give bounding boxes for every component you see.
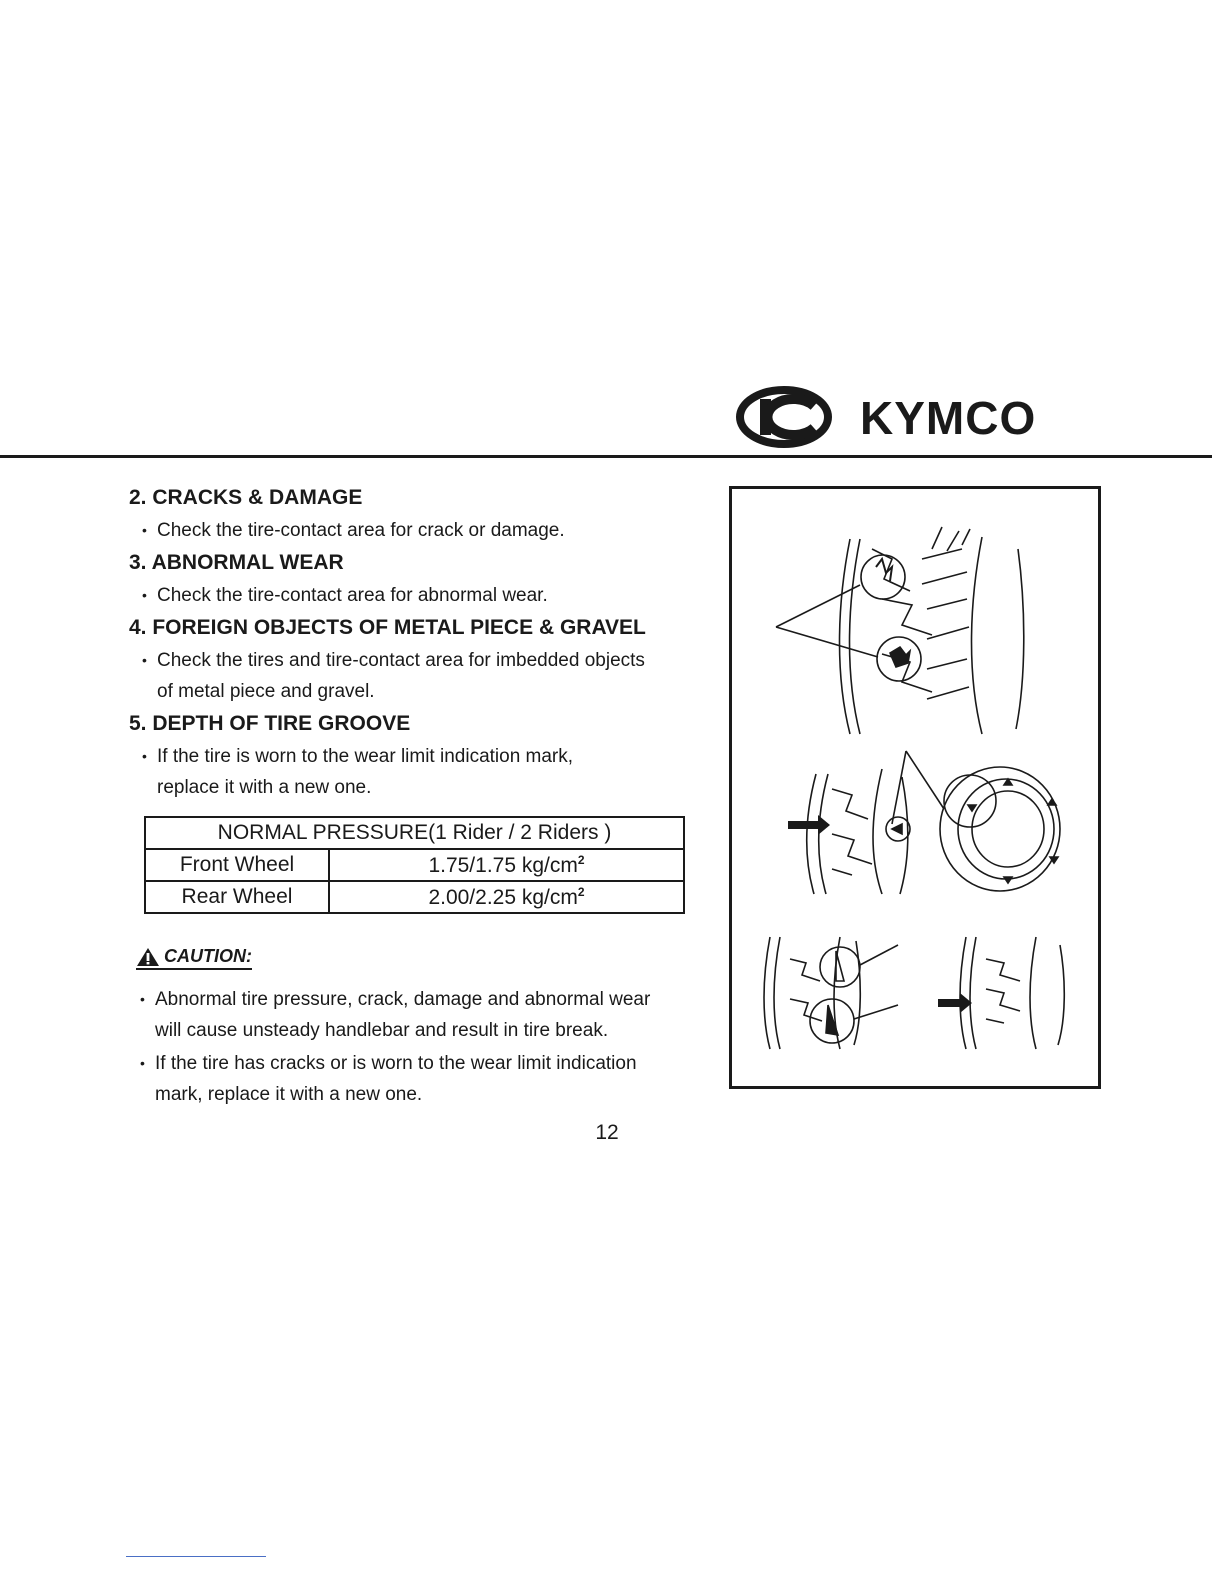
unit-superscript: 2 — [577, 852, 585, 867]
page-number: 12 — [595, 1121, 619, 1144]
table-row — [145, 881, 684, 913]
bullet-line: will cause unsteady handlebar and result in tire break. — [155, 1020, 609, 1041]
row-value: 1.75/1.75 kg/cm — [428, 853, 578, 877]
section-heading-groove-depth: 5. DEPTH OF TIRE GROOVE — [129, 712, 411, 735]
row-label: Front Wheel — [145, 849, 329, 881]
bullet-foreign-objects — [142, 645, 699, 707]
bullet-cracks — [142, 515, 699, 546]
section-heading-foreign-objects: 4. FOREIGN OBJECTS OF METAL PIECE & GRAVEL — [129, 616, 646, 639]
table-header-row — [145, 817, 684, 849]
row-value: 2.00/2.25 kg/cm — [428, 885, 578, 909]
bullet-line: • Abnormal tire pressure, crack, damage and abnormal wear — [155, 989, 651, 1010]
bullet-groove-depth — [142, 741, 699, 803]
bullet-line: • Check the tires and tire-contact area for imbedded objects — [157, 650, 645, 671]
bullet-line: of metal piece and gravel. — [157, 681, 375, 702]
bullet-line: • If the tire has cracks or is worn to the wear limit indication — [155, 1053, 637, 1074]
kymco-logo — [736, 386, 1096, 448]
kymco-logo-graphic — [736, 386, 1096, 448]
bullet-abnormal-wear — [142, 580, 699, 611]
section-heading-abnormal-wear: 3. ABNORMAL WEAR — [129, 551, 344, 574]
row-label: Rear Wheel — [145, 881, 329, 913]
row-value-cell — [329, 849, 684, 881]
caution-bullet — [140, 984, 710, 1046]
table-row — [145, 849, 684, 881]
bottom-tread-drawings — [764, 937, 1064, 1049]
section-heading-cracks: 2. CRACKS & DAMAGE — [129, 486, 363, 509]
wear-indicator-drawing — [788, 751, 1060, 894]
bullet-line: replace it with a new one. — [157, 777, 372, 798]
footer-link-underline[interactable] — [126, 1556, 266, 1557]
brand-name: KYMCO — [860, 392, 1037, 444]
header-rule — [0, 455, 1212, 458]
caution-heading — [136, 946, 252, 970]
warning-triangle-icon — [136, 947, 160, 967]
table-header: NORMAL PRESSURE(1 Rider / 2 Riders ) — [145, 817, 684, 849]
bullet-line: • If the tire is worn to the wear limit indication mark, — [157, 746, 574, 767]
caution-bullet — [140, 1048, 710, 1110]
tire-inspection-drawings — [732, 489, 1098, 1086]
tire-pressure-table — [144, 816, 685, 914]
unit-superscript: 2 — [577, 884, 585, 899]
caution-label: CAUTION: — [164, 946, 252, 966]
tire-illustration — [729, 486, 1101, 1089]
row-value-cell — [329, 881, 684, 913]
bullet-line: mark, replace it with a new one. — [155, 1084, 423, 1105]
caution-list — [140, 982, 710, 1112]
bullet-line: • Check the tire-contact area for abnormal wear. — [157, 585, 548, 606]
inspection-instructions — [129, 483, 699, 805]
tread-damage-drawing — [776, 527, 1024, 734]
bullet-line: • Check the tire-contact area for crack or damage. — [157, 520, 565, 541]
